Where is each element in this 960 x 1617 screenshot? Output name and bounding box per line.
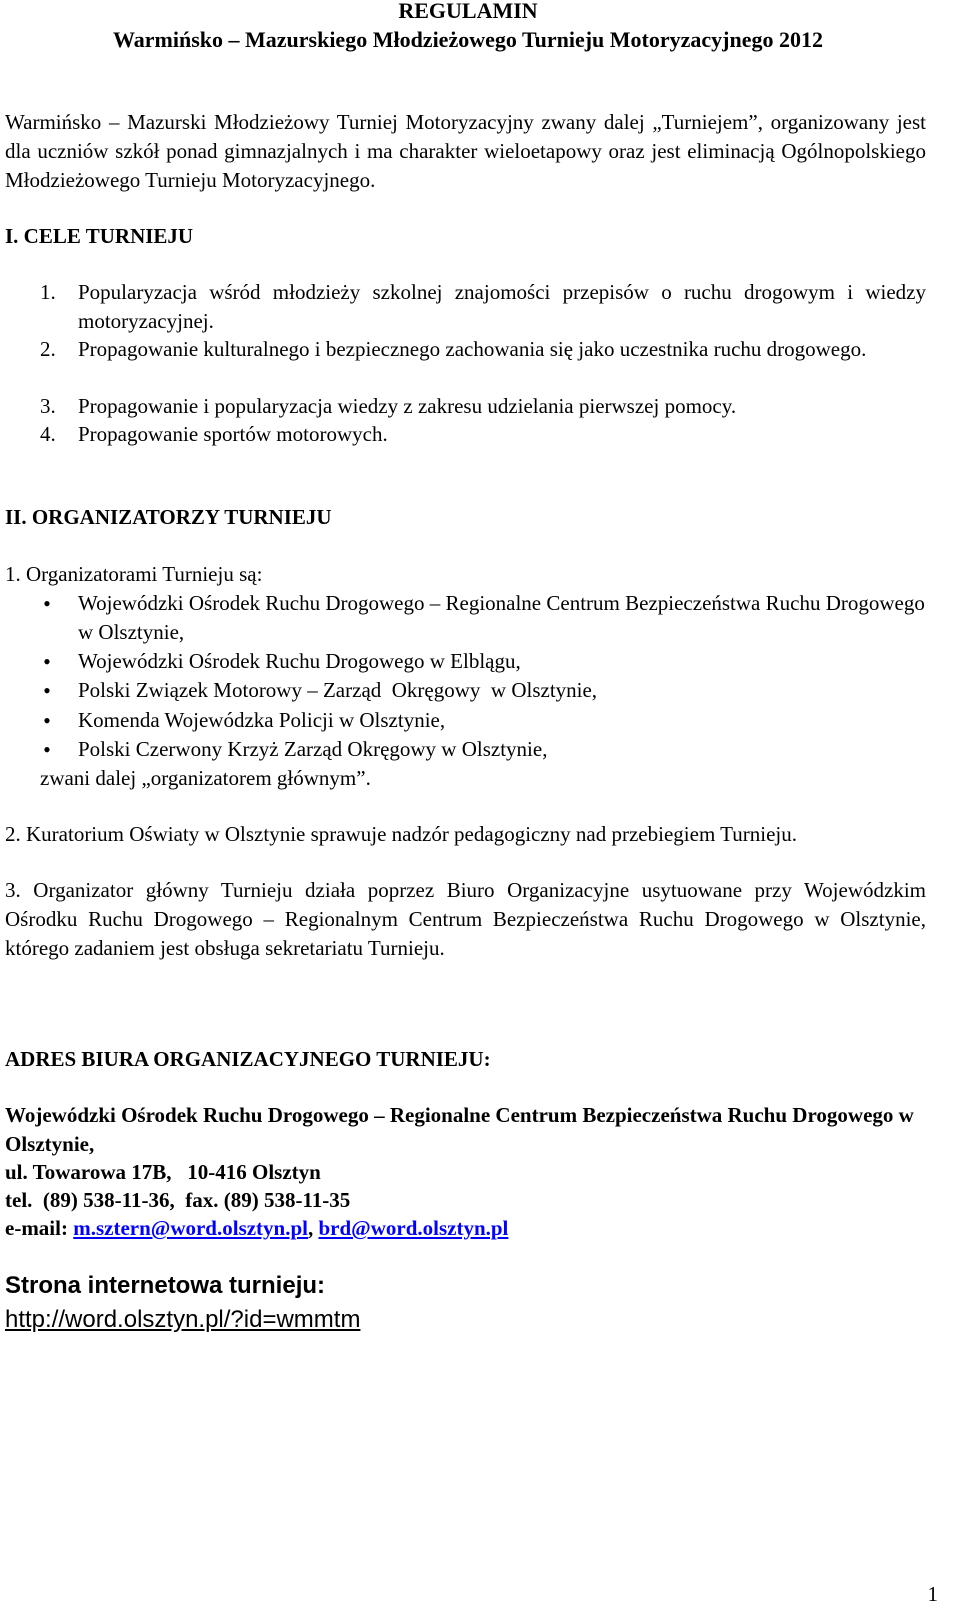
- bullet-icon: •: [43, 708, 51, 733]
- page-number: 1: [927, 1582, 938, 1606]
- list-text: Propagowanie sportów motorowych.: [78, 422, 388, 446]
- list-text: Polski Czerwony Krzyż Zarząd Okręgowy w Olsztynie,: [78, 737, 548, 761]
- section-heading-goals: I. CELE TURNIEJU: [5, 224, 194, 248]
- address-organization: Wojewódzki Ośrodek Ruchu Drogowego – Regionalne Centrum Bezpieczeństwa Ruchu Drogowego w Olsztynie,: [5, 1103, 914, 1156]
- list-number: 2.: [40, 337, 56, 361]
- address-street: ul. Towarowa 17B, 10-416 Olsztyn: [5, 1160, 321, 1184]
- list-text: Popularyzacja wśród młodzieży szkolnej znajomości przepisów o ruchu drogowym i wiedzy motoryzacyjnej.: [78, 280, 926, 333]
- list-text: Wojewódzki Ośrodek Ruchu Drogowego w Elblągu,: [78, 649, 521, 673]
- paragraph-office: 3. Organizator główny Turnieju działa poprzez Biuro Organizacyjne usytuowane przy Wojewódzkim Ośrodku Ruchu Drogowego – Regionalnym Centrum Bezpieczeństwa Ruchu Drogowego w Olsztynie, którego zadaniem jest obsługa sekretariatu Turnieju.: [5, 878, 926, 960]
- list-text: Wojewódzki Ośrodek Ruchu Drogowego – Regionalne Centrum Bezpieczeństwa Ruchu Drogowego w Olsztynie,: [78, 591, 925, 644]
- list-number: 3.: [40, 394, 56, 418]
- email-label: e-mail:: [5, 1216, 74, 1240]
- email-link-sztern[interactable]: m.sztern@word.olsztyn.pl: [73, 1216, 308, 1240]
- list-number: 4.: [40, 422, 56, 446]
- document-subtitle: Warmińsko – Mazurskiego Młodzieżowego Turnieju Motoryzacyjnego 2012: [112, 27, 824, 52]
- address-heading: ADRES BIURA ORGANIZACYJNEGO TURNIEJU:: [5, 1047, 491, 1071]
- website-label: Strona internetowa turnieju:: [5, 1272, 326, 1299]
- paragraph-supervision: 2. Kuratorium Oświaty w Olsztynie sprawuje nadzór pedagogiczny nad przebiegiem Turnieju.: [5, 822, 797, 846]
- list-text: Propagowanie kulturalnego i bezpiecznego zachowania się jako uczestnika ruchu drogowego.: [78, 337, 867, 361]
- website-url-line: [5, 1304, 926, 1336]
- list-text: Propagowanie i popularyzacja wiedzy z zakresu udzielania pierwszej pomocy.: [78, 394, 737, 418]
- list-text: Polski Związek Motorowy – Zarząd Okręgowy w Olsztynie,: [78, 678, 598, 702]
- section-heading-organizers: II. ORGANIZATORZY TURNIEJU: [5, 505, 332, 529]
- list-text: Komenda Wojewódzka Policji w Olsztynie,: [78, 708, 446, 732]
- intro-paragraph: Warmińsko – Mazurski Młodzieżowy Turniej Motoryzacyjny zwany dalej „Turniejem”, organizowany jest dla uczniów szkół ponad gimnazjalnych i ma charakter wieloetapowy oraz jest eliminacją Ogólnopolskiego Młodzieżowego Turnieju Motoryzacyjnego.: [5, 110, 926, 192]
- document-title: REGULAMIN: [398, 0, 538, 23]
- bullet-icon: •: [43, 737, 51, 762]
- bullet-icon: •: [43, 649, 51, 674]
- email-link-brd[interactable]: brd@word.olsztyn.pl: [318, 1216, 509, 1240]
- organizers-intro: 1. Organizatorami Turnieju są:: [5, 562, 263, 586]
- list-number: 1.: [40, 280, 56, 304]
- address-phone: tel. (89) 538-11-36, fax. (89) 538-11-35: [5, 1188, 351, 1212]
- bullet-icon: •: [43, 591, 51, 616]
- bullet-icon: •: [43, 678, 51, 703]
- organizers-outro: zwani dalej „organizatorem głównym”.: [40, 766, 371, 790]
- website-link[interactable]: http://word.olsztyn.pl/?id=wmmtm: [5, 1306, 361, 1333]
- address-email-line: [5, 1214, 926, 1243]
- email-separator: ,: [308, 1216, 319, 1240]
